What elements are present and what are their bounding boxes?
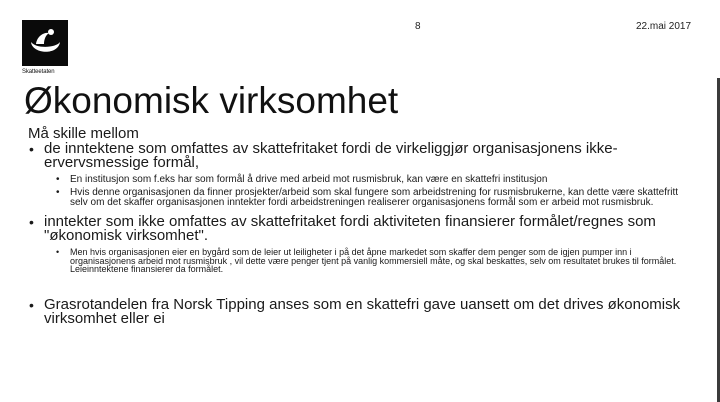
bullet-text: de inntektene som omfattes av skattefritaket fordi de virkeliggjør organisasjonens ikke-ervervsmessige formål, — [44, 140, 618, 171]
bullet-dot-icon: • — [29, 141, 34, 157]
bullet-dot-icon: • — [56, 187, 60, 198]
slide-date: 22.mai 2017 — [636, 21, 692, 32]
bullet-dot-icon: • — [29, 296, 34, 313]
sub-bullet-item — [28, 248, 698, 274]
logo-text: Skatteetaten — [22, 69, 55, 75]
skatteetaten-logo-icon — [22, 20, 68, 66]
bullet-text: Grasrotandelen fra Norsk Tipping anses som en skattefri gave uansett om det drives økonomisk virksomhet eller ei — [44, 295, 681, 327]
bullet-item — [28, 142, 698, 170]
bullet-dot-icon: • — [56, 247, 60, 257]
intro-text: Må skille mellom — [28, 125, 139, 142]
bullet-dot-icon: • — [56, 174, 60, 185]
bullet-text: inntekter som ikke omfattes av skattefritaket fordi aktiviteten finansierer formålet/regnes som "økonomisk virksomhet". — [44, 213, 656, 244]
slide-content — [28, 126, 698, 326]
bullet-dot-icon: • — [29, 214, 34, 230]
sub-bullet-item — [28, 175, 698, 185]
skatteetaten-logo — [22, 20, 68, 66]
sub-bullet-item — [28, 188, 698, 208]
page-number: 8 — [415, 21, 421, 32]
bullet-item — [28, 215, 698, 243]
sub-bullet-text: En institusjon som f.eks har som formål å drive med arbeid mot rusmisbruk, kan være en skattefri institusjon — [70, 174, 548, 185]
sub-bullet-text: Hvis denne organisasjonen da finner prosjekter/arbeid som skal fungere som arbeidstrening for rusmisbrukerne, kan dette være skattefritt selv om det skaffer organisasjonen inntekter fordi arbeidstreningen realiserer organisasjonens formål som er arbeid mot rusmisbruk. — [70, 187, 679, 208]
slide-title: Økonomisk virksomhet — [24, 80, 399, 121]
bullet-item — [28, 295, 698, 327]
sub-bullet-text: Men hvis organisasjonen eier en bygård som de leier ut leiligheter i på det åpne markedet som skaffer dem penger som de igjen pumper inn i organisasjonens arbeid mot rusmisbruk , vil dette være penger tjent på vanlig kommersiell måte, og skal beskattes, selv om resultatet brukes til formålet. Leieinntektene finansierer da formålet. — [70, 247, 677, 274]
